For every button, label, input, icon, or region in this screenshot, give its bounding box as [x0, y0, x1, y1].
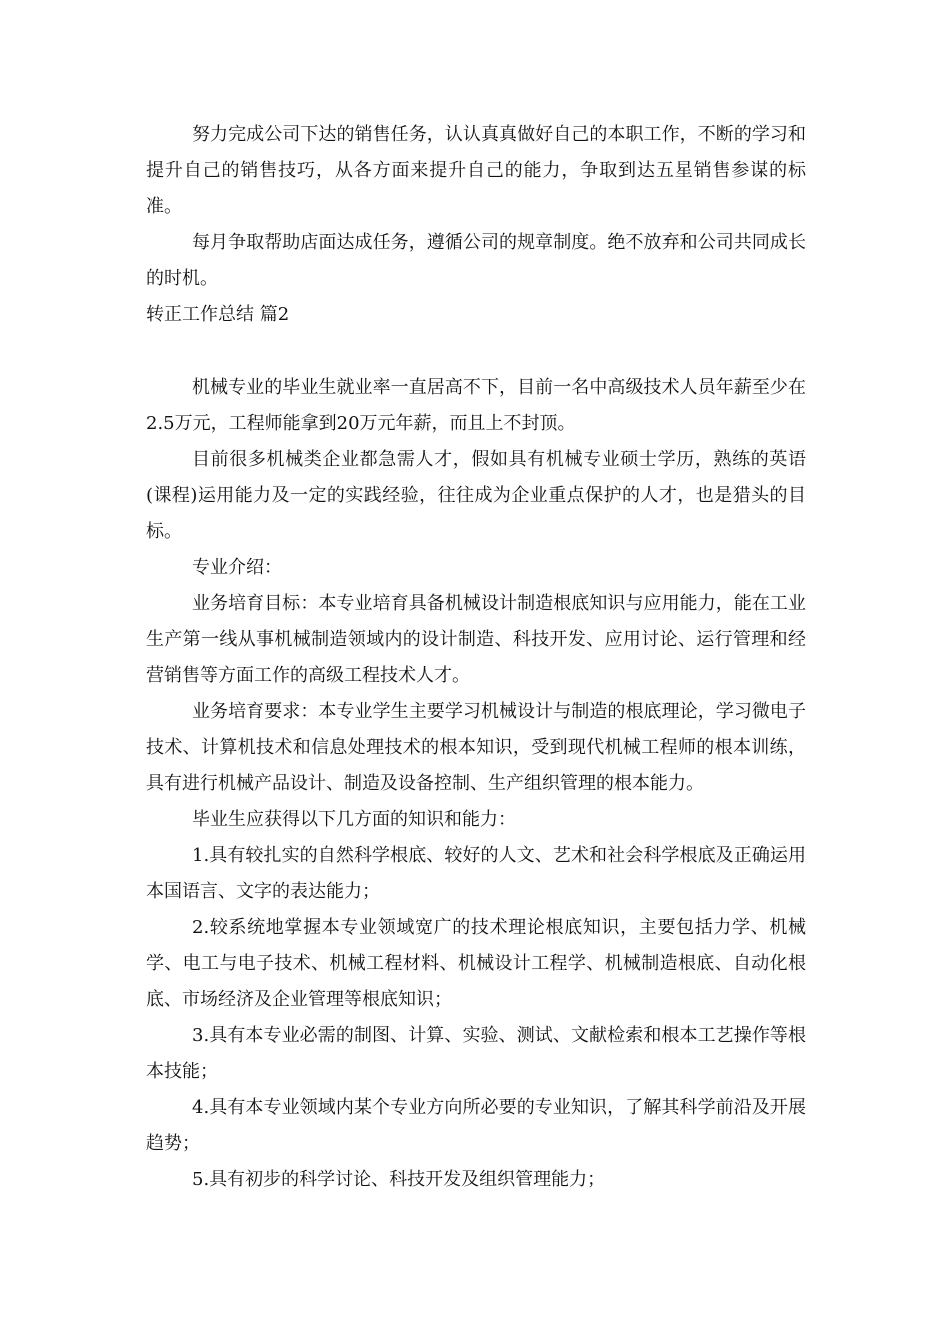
list-item-ability-3: 3.具有本专业必需的制图、计算、实验、测试、文献检索和根本工艺操作等根本技能；	[146, 1025, 806, 1082]
main-text-block	[146, 370, 806, 1198]
list-item-ability-1: 1.具有较扎实的自然科学根底、较好的人文、艺术和社会科学根底及正确运用本国语言、文字的表达能力；	[146, 845, 806, 902]
paragraph-employment-rate: 机械专业的毕业生就业率一直居高不下，目前一名中高级技术人员年薪至少在2.5万元，工程师能拿到20万元年薪，而且上不封顶。	[146, 377, 806, 434]
list-item-ability-4: 4.具有本专业领域内某个专业方向所必要的专业知识，了解其科学前沿及开展趋势；	[146, 1097, 806, 1154]
paragraph-abilities-intro: 毕业生应获得以下几方面的知识和能力：	[192, 809, 516, 830]
list-item-ability-2: 2.较系统地掌握本专业领域宽广的技术理论根底知识，主要包括力学、机械学、电工与电子技术、机械工程材料、机械设计工程学、机械制造根底、自动化根底、市场经济及企业管理等根底知识；	[146, 917, 806, 1010]
section-heading: 转正工作总结 篇2	[146, 304, 290, 325]
paragraph-sales-goal: 努力完成公司下达的销售任务，认认真真做好自己的本职工作，不断的学习和提升自己的销售技巧，从各方面来提升自己的能力，争取到达五星销售参谋的标准。	[146, 124, 806, 217]
intro-text-block	[146, 117, 806, 333]
paragraph-major-intro-label: 专业介绍：	[192, 557, 282, 578]
list-item-ability-5: 5.具有初步的科学讨论、科技开发及组织管理能力；	[192, 1169, 606, 1190]
paragraph-monthly-goal: 每月争取帮助店面达成任务，遵循公司的规章制度。绝不放弃和公司共同成长的时机。	[146, 232, 806, 289]
paragraph-training-requirement: 业务培育要求：本专业学生主要学习机械设计与制造的根底理论，学习微电子技术、计算机技术和信息处理技术的根本知识，受到现代机械工程师的根本训练，具有进行机械产品设计、制造及设备控制、生产组织管理的根本能力。	[146, 701, 806, 794]
paragraph-talent-demand: 目前很多机械类企业都急需人才，假如具有机械专业硕士学历，熟练的英语(课程)运用能力及一定的实践经验，往往成为企业重点保护的人才，也是猎头的目标。	[146, 449, 806, 542]
paragraph-training-goal: 业务培育目标：本专业培育具备机械设计制造根底知识与应用能力，能在工业生产第一线从事机械制造领域内的设计制造、科技开发、应用讨论、运行管理和经营销售等方面工作的高级工程技术人才。	[146, 593, 806, 686]
